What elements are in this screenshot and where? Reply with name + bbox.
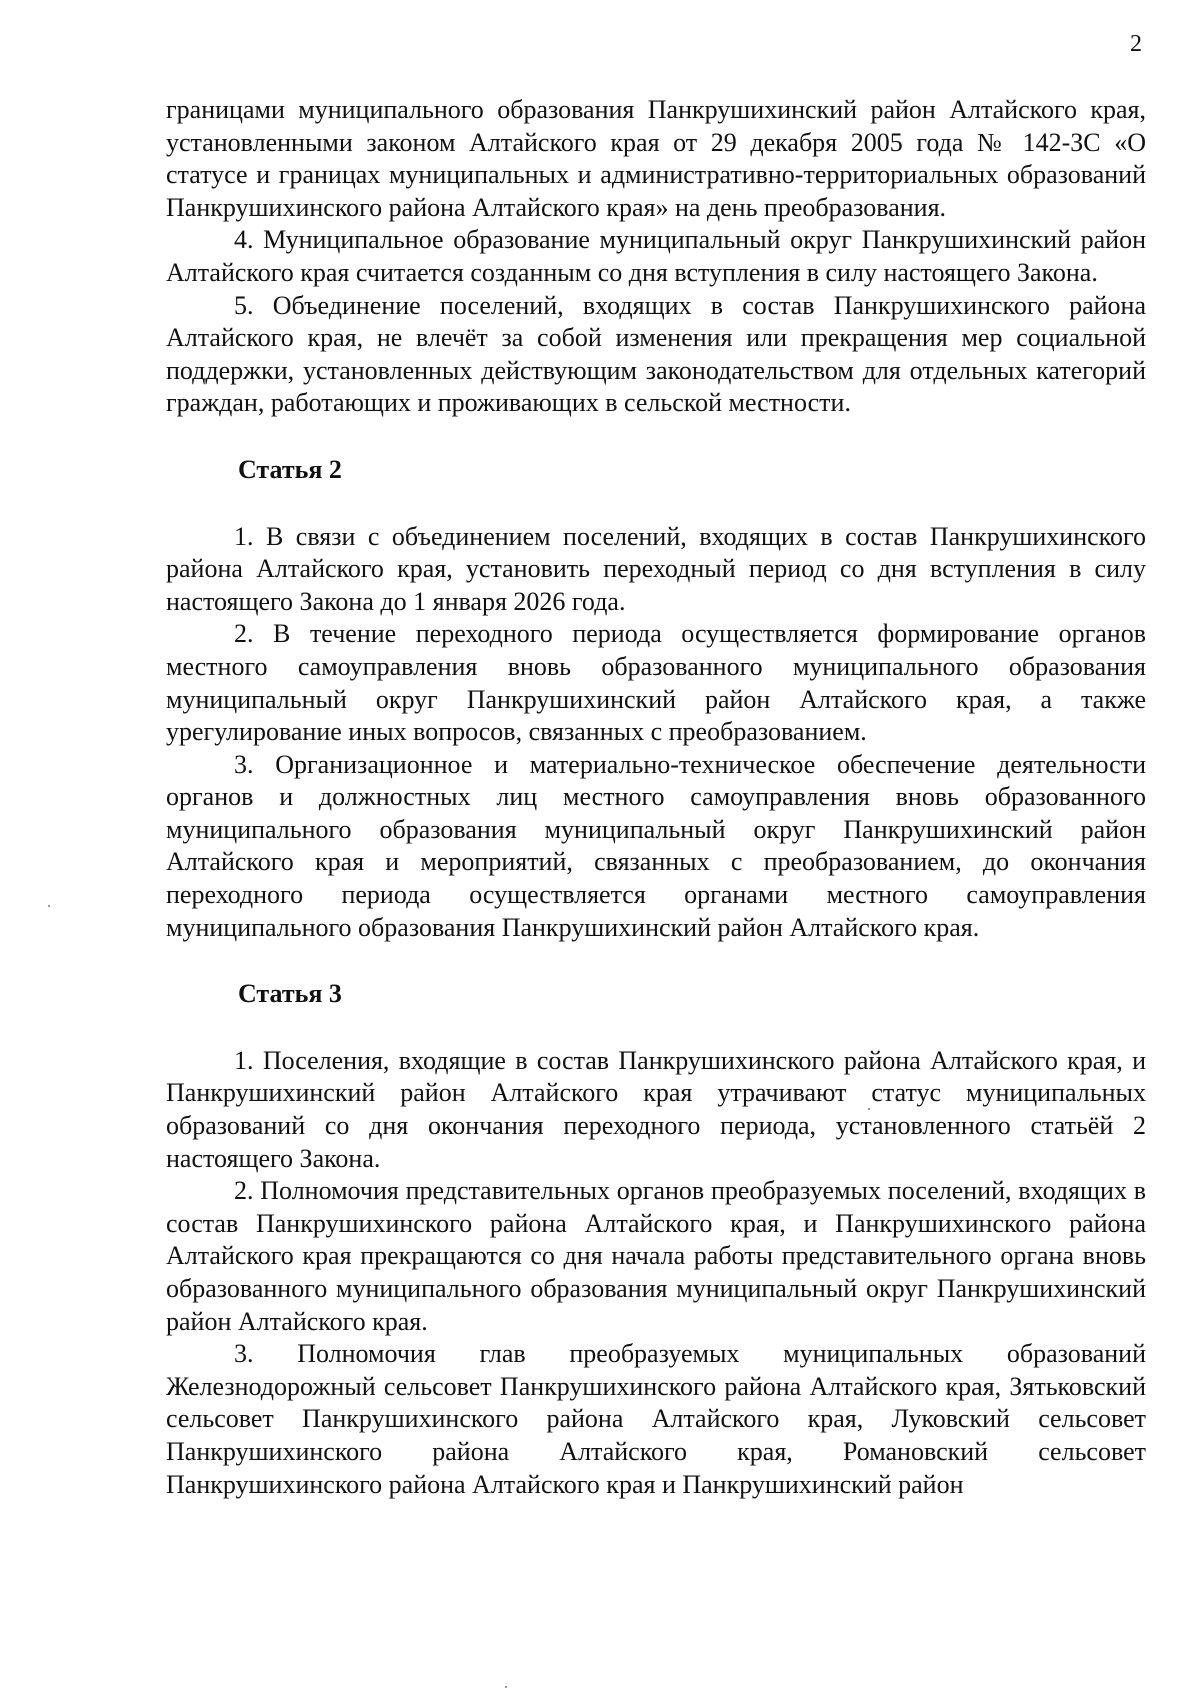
scan-speck [868,1108,870,1110]
article1-continuation: границами муниципального образования Панкрушихинский район Алтайского края, установленными законом Алтайского края от 29 декабря 2005 года № 142-ЗС «О статусе и границах муниципальных и административно-территориальных образований Панкрушихинского района Алтайского края» на день преобразования. [166,95,1146,222]
article1-paragraph-4: 4. Муниципальное образование муниципальный округ Панкрушихинский район Алтайского края считается созданным со дня вступления в силу настоящего Закона. [166,225,1146,287]
article3-paragraph-1: 1. Поселения, входящие в состав Панкрушихинского района Алтайского края, и Панкрушихинский район Алтайского края утрачивают статус муниципальных образований со дня окончания переходного периода, установленного статьёй 2 настоящего Закона. [166,1045,1146,1173]
article2-paragraph-3: 3. Организационное и материально-техническое обеспечение деятельности органов и должностных лиц местного самоуправления вновь образованного муниципального образования муниципальный округ Панкрушихинский район Алтайского края и мероприятий, связанных с преобразованием, до окончания переходного периода осуществляется органами местного самоуправления муниципального образования Панкрушихинский район Алтайского края. [166,749,1146,942]
scan-speck [505,1686,507,1688]
document-body [166,94,1146,1501]
article2-paragraph-1: 1. В связи с объединением поселений, входящих в состав Панкрушихинского района Алтайского края, установить переходный период со дня вступления в силу настоящего Закона до 1 января 2026 года. [166,521,1146,616]
article3-paragraph-2: 2. Полномочия представительных органов преобразуемых поселений, входящих в состав Панкрушихинского района Алтайского края, и Панкрушихинского района Алтайского края прекращаются со дня начала работы представительного органа вновь образованного муниципального образования муниципальный округ Панкрушихинский район Алтайского края. [166,1176,1146,1336]
page-number: 2 [1130,31,1142,57]
article3-heading: Статья 3 [238,979,342,1009]
article2-heading: Статья 2 [238,454,342,484]
article1-paragraph-5: 5. Объединение поселений, входящих в состав Панкрушихинского района Алтайского края, не влечёт за собой изменения или прекращения мер социальной поддержки, установленных действующим законодательством для отдельных категорий граждан, работающих и проживающих в сельской местности. [166,290,1146,418]
scan-speck [48,905,50,907]
article3-paragraph-3: 3. Полномочия глав преобразуемых муниципальных образований Железнодорожный сельсовет Панкрушихинского района Алтайского края, Зятьковский сельсовет Панкрушихинского района Алтайского края, Луковский сельсовет Панкрушихинского района Алтайского края, Романовский сельсовет Панкрушихинского района Алтайского края и Панкрушихинский район [166,1339,1146,1499]
article2-paragraph-2: 2. В течение переходного периода осуществляется формирование органов местного самоуправления вновь образованного муниципального образования муниципальный округ Панкрушихинский район Алтайского края, а также урегулирование иных вопросов, связанных с преобразованием. [166,619,1146,747]
